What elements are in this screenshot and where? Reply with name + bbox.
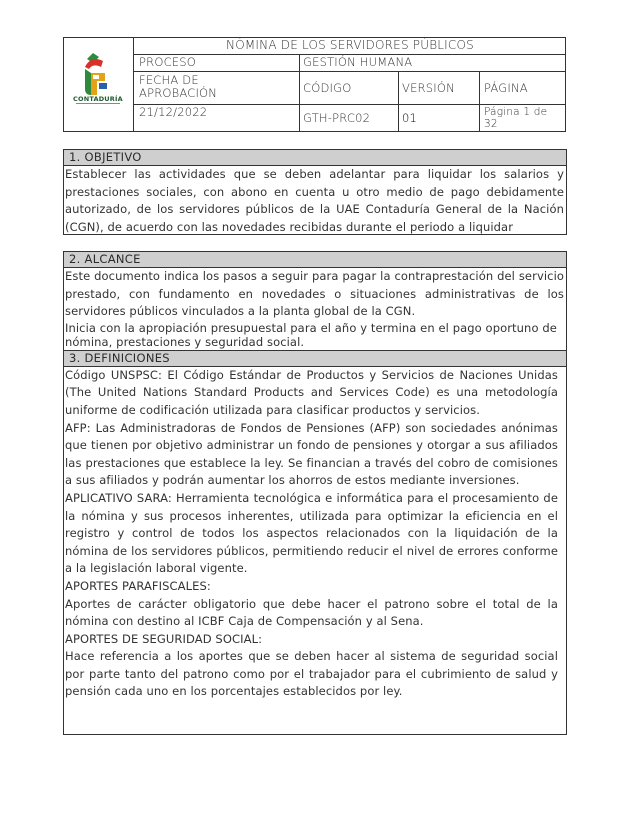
- pagina-value: Página 1 de 32: [484, 106, 548, 130]
- document-title: NÓMINA DE LOS SERVIDORES PÚBLICOS: [226, 38, 474, 52]
- logo-text: CONTADURÍA: [73, 95, 123, 103]
- definicion-parafiscales-title: APORTES PARAFISCALES:: [65, 578, 211, 593]
- proceso-label: PROCESO: [139, 55, 197, 69]
- alcance-p1: Este documento indica los pasos a seguir para pagar la contraprestación del servicio prestado, con fundamento en novedades o situaciones administrativas de los servidores públicos vinculados a la planta global de la CGN.: [65, 269, 564, 319]
- definicion-sara: APLICATIVO SARA: Herramienta tecnológica e informática para el procesamiento de la nómina y sus procesos inherentes, utilizada para optimizar la eficiencia en el registro y control de todos los aspectos relacionados con la liquidación de la nómina de los servidores públicos, permitiendo reducir el nivel de errores conforme a la legislación laboral vigente.: [65, 490, 558, 576]
- fecha-label: FECHA DE APROBACIÓN: [139, 73, 218, 100]
- section-objetivo: [63, 149, 567, 235]
- codigo-label: CÓDIGO: [303, 81, 352, 95]
- definicion-afp: AFP: Las Administradoras de Fondos de Pensiones (AFP) son sociedades anónimas que tienen por objetivo administrar un fondo de pensiones y otorgar a sus afiliados las prestaciones que establece la ley. Se financian a través del cobro de comisiones a sus afiliados y podrán aumentar los ahorros de estos mediante inversiones.: [65, 420, 558, 488]
- section-title-objetivo: 1. OBJETIVO: [64, 150, 566, 166]
- pagina-label: PÁGINA: [484, 81, 528, 95]
- contaduria-logo: [63, 37, 133, 131]
- header-col-line-2: [398, 71, 399, 132]
- definicion-unspsc: Código UNSPSC: El Código Estándar de Productos y Servicios de Naciones Unidas (The United Nations Standard Products and Services Code) es una metodología uniforme de codificación utilizada para clasificar productos y servicios.: [65, 367, 558, 417]
- header-col-line-1: [299, 54, 300, 132]
- proceso-value: GESTIÓN HUMANA: [303, 55, 413, 69]
- version-label: VERSIÓN: [402, 81, 455, 95]
- section-title-definiciones: 3. DEFINICIONES: [64, 350, 566, 367]
- logo-cell: [63, 37, 134, 132]
- header-col-line-3: [479, 71, 480, 132]
- alcance-p2: Inicia con la apropiación presupuestal para el año y termina en el pago oportuno de nómina, prestaciones y seguridad social.: [65, 320, 557, 349]
- section-title-alcance: 2. ALCANCE: [64, 252, 566, 268]
- fecha-value: 21/12/2022: [139, 105, 208, 119]
- section-alcance-definiciones: [63, 251, 567, 735]
- logo-subline: [76, 103, 120, 104]
- version-value: 01: [402, 111, 418, 125]
- objetivo-text: Establecer las actividades que se deben adelantar para liquidar los salarios y prestaciones sociales, con abono en cuenta u otro medio de pago debidamente autorizado, de los servidores públicos de la UAE Contaduría General de la Nación (CGN), de acuerdo con las novedades recibidas durante el periodo a liquidar: [65, 167, 564, 234]
- codigo-value: GTH-PRC02: [303, 111, 371, 125]
- definicion-seguridad-social: Hace referencia a los aportes que se deben hacer al sistema de seguridad social por parte tanto del patrono como por el trabajador para el cubrimiento de salud y pensión cada uno en los porcentajes establecidos por ley.: [65, 649, 558, 699]
- definicion-seguridad-social-title: APORTES DE SEGURIDAD SOCIAL:: [65, 631, 263, 646]
- header-row-line-2: [134, 71, 566, 72]
- definicion-parafiscales: Aportes de carácter obligatorio que debe hacer el patrono sobre el total de la nómina con destino al ICBF Caja de Compensación y al Sena.: [65, 596, 558, 629]
